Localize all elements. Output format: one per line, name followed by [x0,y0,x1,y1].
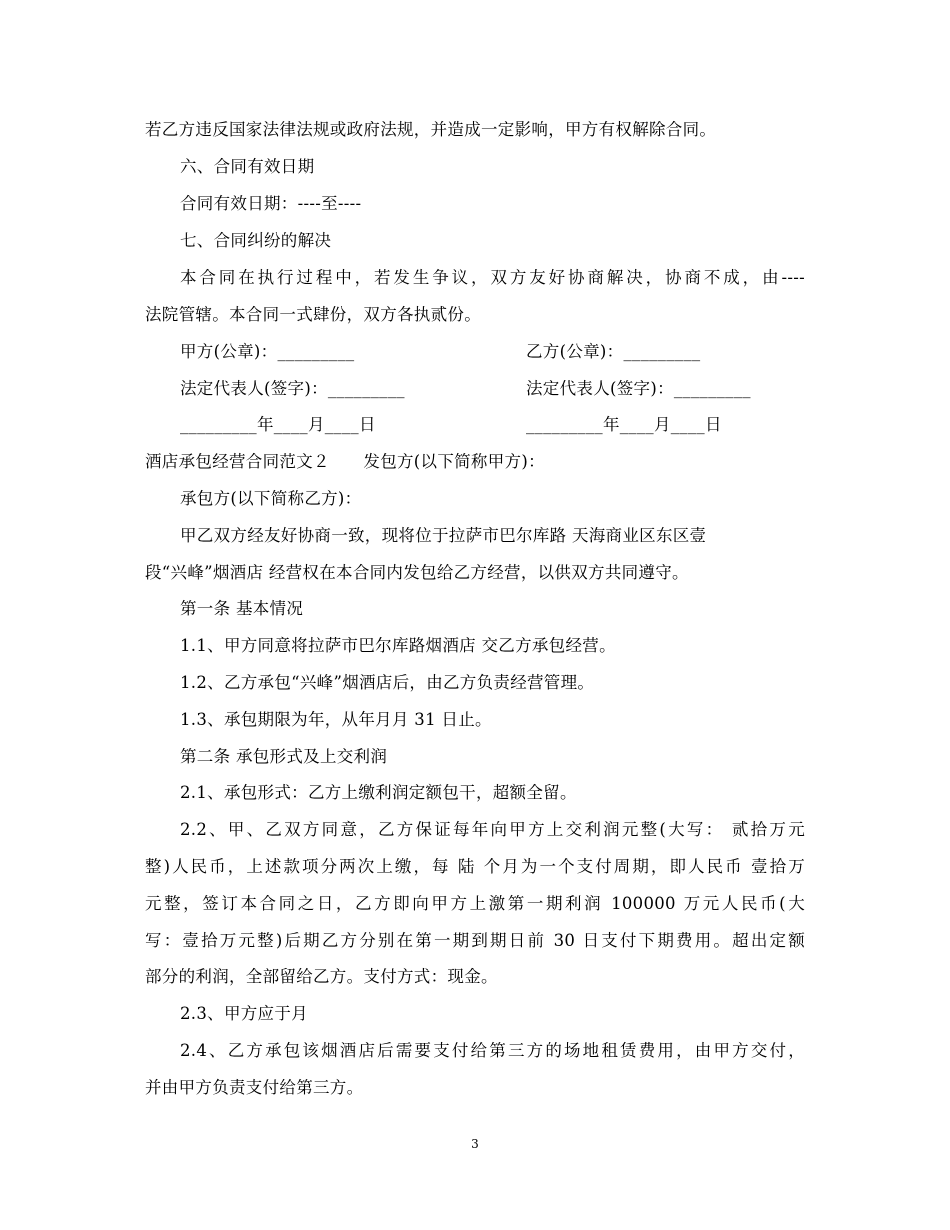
party-a-representative: 法定代表人(签字)：_________ [180,379,405,398]
clause-line: 1.1、甲方同意将拉萨市巴尔库路烟酒店 交乙方承包经营。 [180,636,616,655]
paragraph-line: 甲乙双方经友好协商一致，现将位于拉萨市巴尔库路 天海商业区东区壹 [180,526,707,545]
article-heading: 第二条 承包形式及上交利润 [180,747,388,766]
clause-line: 整)人民币，上述款项分两次上缴，每 陆 个月为一个支付周期，即人民币 壹拾万 [145,857,805,876]
clause-line: 1.2、乙方承包“兴峰”烟酒店后，由乙方负责经营管理。 [180,673,595,692]
clause-line: 并由甲方负责支付给第三方。 [145,1078,364,1097]
section-heading: 七、合同纠纷的解决 [180,231,332,250]
party-a-date: _________年____月____日 [180,415,376,434]
party-b-date: _________年____月____日 [526,415,722,434]
clause-line: 元整，签订本合同之日，乙方即向甲方上激第一期利润 100000 万元人民币(大 [145,894,805,913]
paragraph-line: 承包方(以下简称乙方)： [180,489,362,508]
section-heading: 六、合同有效日期 [180,157,315,176]
paragraph-line: 段“兴峰”烟酒店 经营权在本合同内发包给乙方经营，以供双方共同遵守。 [145,563,689,582]
party-b-representative: 法定代表人(签字)：_________ [526,379,751,398]
article-heading: 第一条 基本情况 [180,599,304,618]
party-b-seal: 乙方(公章)：_________ [526,342,701,361]
contract-title-line: 酒店承包经营合同范文２ 发包方(以下简称甲方)： [145,452,545,471]
page-number: 3 [471,1137,479,1151]
paragraph-line: 合同有效日期：----至---- [180,194,362,213]
party-a-seal: 甲方(公章)：_________ [180,342,355,361]
paragraph-line: 本合同在执行过程中，若发生争议，双方友好协商解决，协商不成，由---- [180,268,805,287]
clause-line: 写：壹拾万元整)后期乙方分别在第一期到期日前 30 日支付下期费用。超出定额 [145,931,805,950]
paragraph-line: 法院管辖。本合同一式肆份，双方各执贰份。 [145,305,481,324]
clause-line: 1.3、承包期限为年，从年月月 31 日止。 [180,710,492,729]
clause-line: 部分的利润，全部留给乙方。支付方式：现金。 [145,967,498,986]
paragraph-line: 若乙方违反国家法律法规或政府法规，并造成一定影响，甲方有权解除合同。 [145,120,717,139]
clause-line: 2.3、甲方应于月 [180,1004,308,1023]
clause-line: 2.2、甲、乙双方同意，乙方保证每年向甲方上交利润元整(大写： 贰拾万元 [180,820,805,839]
clause-line: 2.1、承包形式：乙方上缴利润定额包干，超额全留。 [180,783,577,802]
clause-line: 2.4、乙方承包该烟酒店后需要支付给第三方的场地租赁费用，由甲方交付， [180,1041,805,1060]
